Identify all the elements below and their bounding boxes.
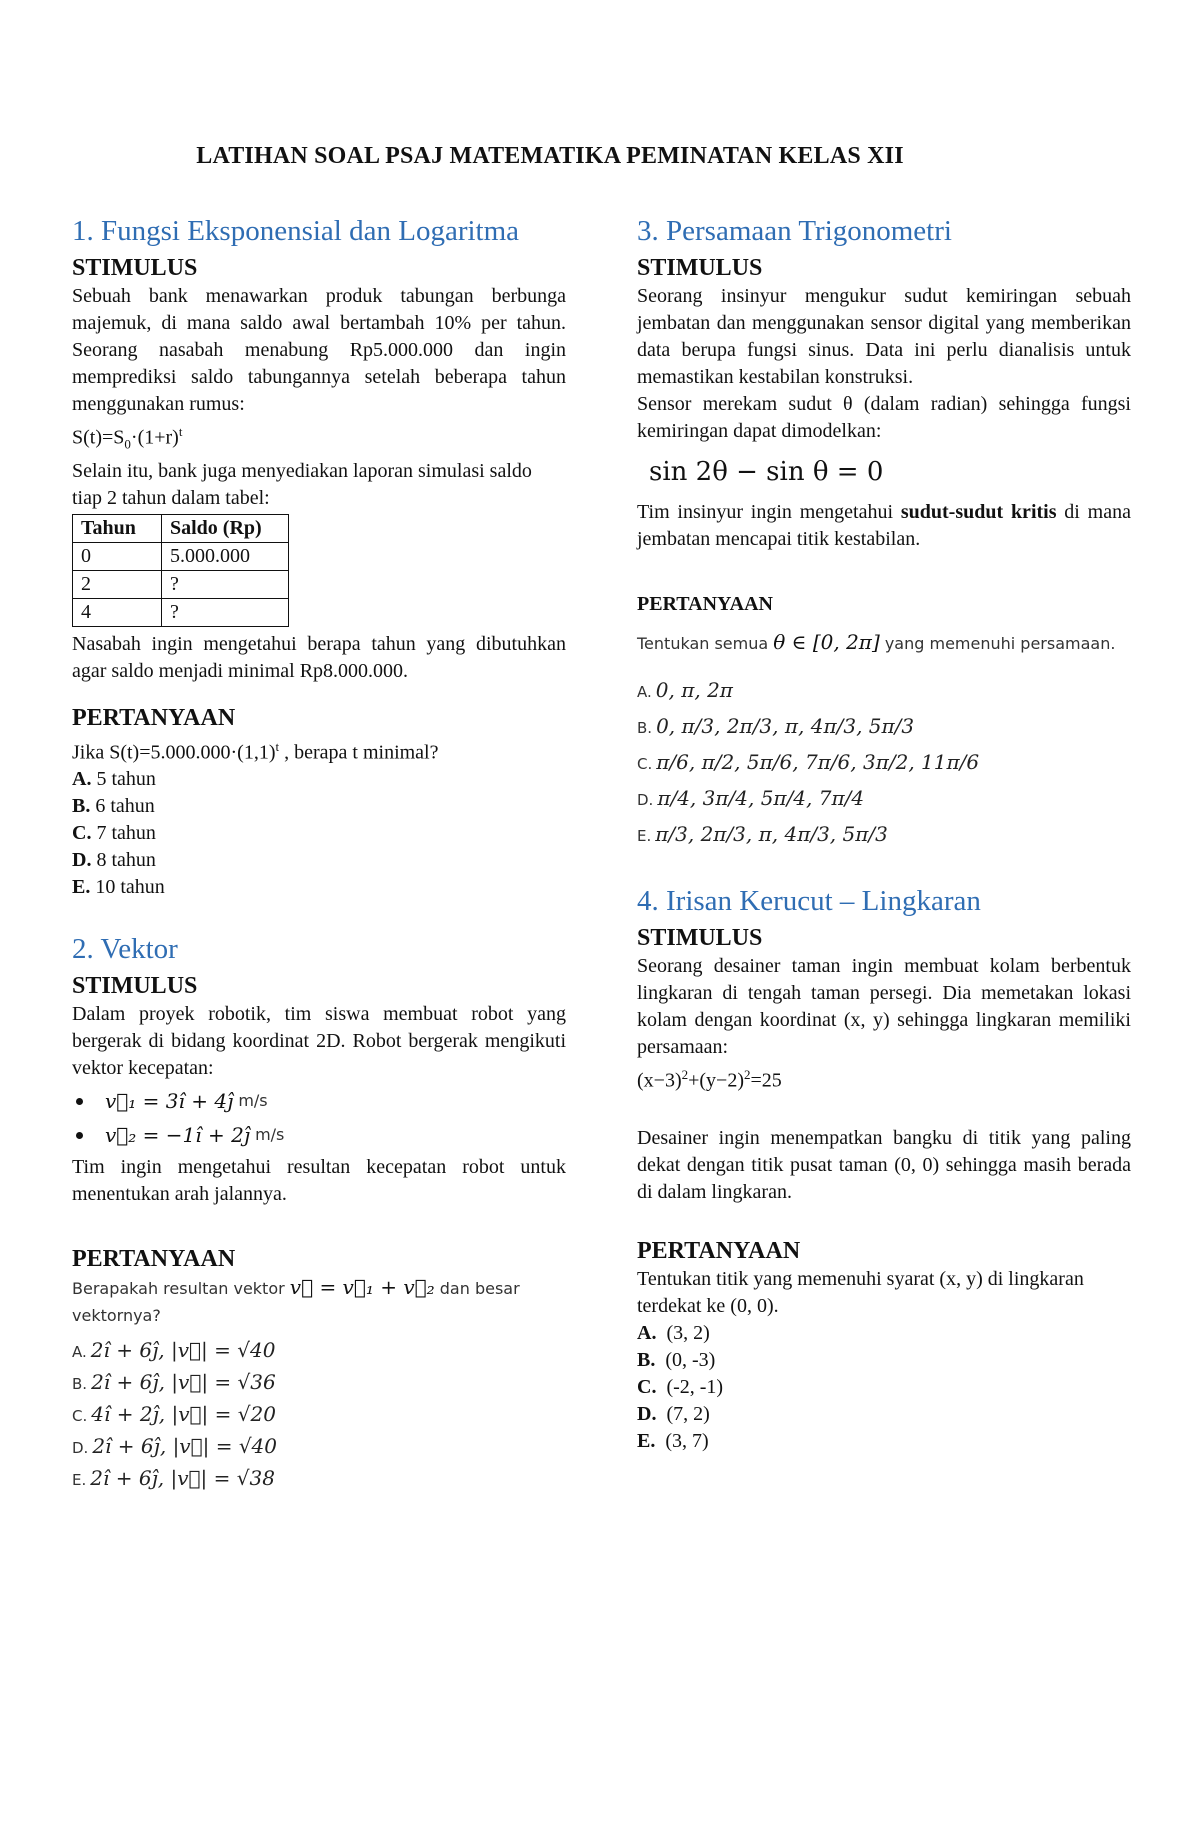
table-cell: ? [162, 598, 289, 626]
section-2-stimulus-label: STIMULUS [72, 973, 198, 1000]
table-row [73, 542, 289, 570]
option-item[interactable]: B. 2î + 6ĵ, |v⃗| = √36 [72, 1370, 276, 1395]
table-header-row [73, 514, 289, 542]
option-item[interactable]: B. (0, -3) [637, 1348, 716, 1371]
section-3-model-text: Sensor merekam sudut θ (dalam radian) sehingga fungsi kemiringan dapat dimodelkan: [637, 393, 1131, 442]
section-2-heading: 2. Vektor [72, 933, 178, 966]
bullet-icon [76, 1132, 83, 1139]
table-row [73, 570, 289, 598]
left-column [72, 213, 566, 1495]
section-1-question-label: PERTANYAAN [72, 704, 236, 731]
option-item[interactable]: D. 8 tahun [72, 849, 156, 872]
option-item[interactable]: A. 0, π, 2π [637, 678, 733, 702]
section-4-stimulus-label: STIMULUS [637, 925, 763, 951]
vector-v1: v⃗₁ = 3î + 4ĵ [105, 1089, 234, 1114]
vector-v2: v⃗₂ = −1î + 2ĵ [105, 1123, 251, 1148]
option-item[interactable]: C. 7 tahun [72, 822, 156, 845]
page-title: LATIHAN SOAL PSAJ MATEMATIKA PEMINATAN KELAS XII [196, 143, 904, 169]
saldo-table [72, 514, 289, 627]
section-3-heading: 3. Persamaan Trigonometri [637, 215, 952, 247]
option-item[interactable]: A. 5 tahun [72, 768, 156, 791]
option-item[interactable]: A. (3, 2) [637, 1321, 710, 1344]
unit-label: m/s [255, 1125, 285, 1145]
option-item[interactable]: C. π/6, π/2, 5π/6, 7π/6, 3π/2, 11π/6 [637, 750, 980, 774]
section-2-goal-text: Tim ingin mengetahui resultan kecepatan robot untuk menentukan arah jalannya. [72, 1156, 566, 1206]
section-1-question: Jika $S(t)=5.000.000\cdot(1,1)^t$ , berapa t minimal? [72, 738, 439, 764]
vector-v2-item [72, 1120, 566, 1150]
option-item[interactable]: A. 2î + 6ĵ, |v⃗| = √40 [72, 1338, 276, 1363]
section-1-stimulus-label: STIMULUS [72, 255, 198, 281]
section-4-goal-text: Desainer ingin menempatkan bangku di titik yang paling dekat dengan titik pusat taman (0, 0) sehingga masih berada di dalam lingkaran. [637, 1126, 1131, 1203]
right-column [637, 213, 1131, 1455]
section-3-goal-text: Tim insinyur ingin mengetahui sudut-sudut kritis di mana jembatan mencapai titik kestabilan. [637, 501, 1131, 550]
table-cell: 0 [73, 542, 162, 570]
table-header-cell: Tahun [73, 514, 162, 542]
circle-equation: $(x-3)^2+(y-2)^2=25$ [637, 1067, 782, 1092]
bullet-icon [76, 1098, 83, 1105]
section-3-stimulus-label: STIMULUS [637, 255, 763, 281]
section-1-table-intro: Selain itu, bank juga menyediakan laporan simulasi saldo tiap 2 tahun dalam tabel: [72, 459, 532, 509]
section-2-question: Berapakah resultan vektor v⃗ = v⃗₁ + v⃗₂ dan besar vektornya? [72, 1275, 520, 1326]
table-cell: 2 [73, 570, 162, 598]
section-1-heading: 1. Fungsi Eksponensial dan Logaritma [72, 215, 520, 247]
section-2-question-label: PERTANYAAN [72, 1246, 236, 1273]
section-1-goal-text: Nasabah ingin mengetahui berapa tahun yang dibutuhkan agar saldo menjadi minimal Rp8.000.000. [72, 632, 566, 682]
option-item[interactable]: B. 0, π/3, 2π/3, π, 4π/3, 5π/3 [637, 714, 915, 738]
option-item[interactable]: C. (-2, -1) [637, 1375, 724, 1398]
section-4-question-label: PERTANYAAN [637, 1237, 801, 1264]
section-4-question: Tentukan titik yang memenuhi syarat (x, y) di lingkaran terdekat ke (0, 0). [637, 1267, 1084, 1317]
option-item[interactable]: E. π/3, 2π/3, π, 4π/3, 5π/3 [637, 822, 888, 846]
section-3-stimulus-text: Seorang insinyur mengukur sudut kemiringan sebuah jembatan dan menggunakan sensor digital yang memberikan data berupa fungsi sinus. Data ini perlu dianalisis untuk memastikan kestabilan konstruksi. [637, 285, 1131, 388]
option-item[interactable]: C. 4î + 2ĵ, |v⃗| = √20 [72, 1402, 276, 1427]
option-item[interactable]: E. 10 tahun [72, 876, 165, 899]
table-cell: 4 [73, 598, 162, 626]
option-item[interactable]: B. 6 tahun [72, 795, 155, 818]
section-4-heading: 4. Irisan Kerucut – Lingkaran [637, 885, 981, 917]
option-item[interactable]: E. (3, 7) [637, 1429, 709, 1452]
trig-equation: sin 2θ − sin θ = 0 [649, 457, 884, 487]
section-3-question-label: PERTANYAAN [637, 593, 773, 615]
option-item[interactable]: D. 2î + 6ĵ, |v⃗| = √40 [72, 1434, 278, 1459]
section-1-stimulus-text: Sebuah bank menawarkan produk tabungan berbunga majemuk, di mana saldo awal bertambah 10% per tahun. Seorang nasabah menabung Rp5.000.000 dan ingin memprediksi saldo tabungannya setelah beberapa tahun menggunakan rumus: [72, 285, 566, 415]
option-item[interactable]: E. 2î + 6ĵ, |v⃗| = √38 [72, 1466, 275, 1491]
unit-label: m/s [238, 1091, 268, 1111]
option-item[interactable]: D. (7, 2) [637, 1402, 710, 1425]
table-row [73, 598, 289, 626]
table-header-cell: Saldo (Rp) [162, 514, 289, 542]
section-3-question: Tentukan semua θ ∈ [0, 2π] yang memenuhi persamaan. [637, 630, 1116, 654]
table-cell: 5.000.000 [162, 542, 289, 570]
section-2-stimulus-text: Dalam proyek robotik, tim siswa membuat robot yang bergerak di bidang koordinat 2D. Robot bergerak mengikuti vektor kecepatan: [72, 1003, 566, 1080]
option-item[interactable]: D. π/4, 3π/4, 5π/4, 7π/4 [637, 786, 865, 810]
table-cell: ? [162, 570, 289, 598]
section-1-formula: $S(t)=S_0\cdot(1+r)^t$ [72, 424, 183, 452]
section-4-stimulus-text: Seorang desainer taman ingin membuat kolam berbentuk lingkaran di tengah taman persegi. Dia memetakan lokasi kolam dengan koordinat (x, y) sehingga lingkaran memiliki persamaan: [637, 955, 1131, 1058]
vector-v1-item [72, 1086, 566, 1116]
